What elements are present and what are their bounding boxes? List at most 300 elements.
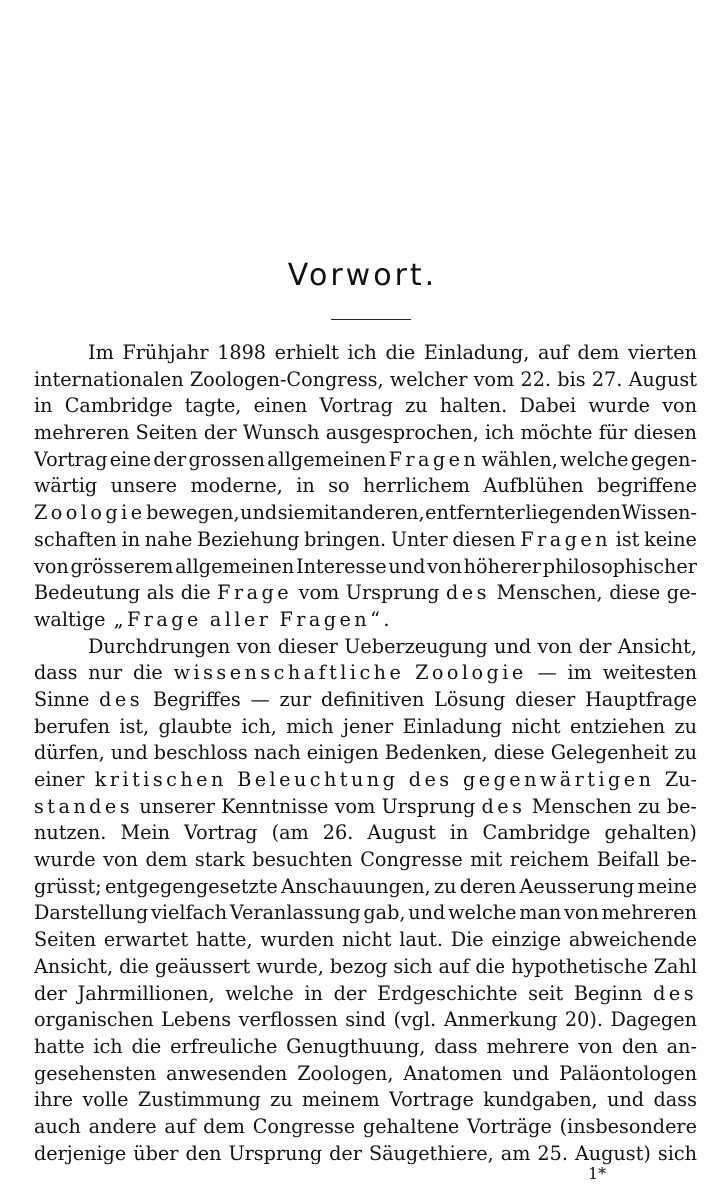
word: Darstellung <box>34 901 149 925</box>
word: vom <box>334 794 376 818</box>
text-line <box>34 927 697 954</box>
word: Im <box>88 341 114 364</box>
word: die <box>385 341 416 364</box>
word: dass <box>434 1034 478 1058</box>
word: mehreren <box>34 421 130 445</box>
word: be- <box>666 794 697 818</box>
word: nutzen. <box>34 821 107 845</box>
word: hatte, <box>195 928 253 952</box>
word: Einladung <box>402 714 502 738</box>
word: waltige <box>34 607 106 631</box>
word: moderne, <box>190 474 283 498</box>
word: Vortrag <box>319 394 393 418</box>
word: den <box>621 1034 658 1058</box>
word: Frühjahr <box>122 341 209 364</box>
word: Zu- <box>664 768 697 791</box>
word: man <box>519 901 562 925</box>
word: wurden <box>260 928 335 952</box>
word: mit <box>305 501 338 525</box>
word: grösserem <box>70 554 174 578</box>
word: von <box>103 848 138 872</box>
word: auch <box>34 1114 81 1138</box>
body-text <box>34 340 697 1167</box>
word: Aufblühen <box>483 474 584 498</box>
word: Durchdrungen <box>88 634 231 658</box>
word: Lösung <box>434 687 506 711</box>
word: keine <box>644 527 697 551</box>
word: „Frage <box>113 607 202 631</box>
word: Seiten <box>135 421 198 445</box>
word: meine <box>637 874 697 898</box>
word: ich, <box>241 714 277 738</box>
word: Bedenken, <box>384 741 488 765</box>
text-line <box>34 580 697 607</box>
word: halten. <box>439 394 508 418</box>
word: eine <box>109 447 151 471</box>
word: 26. <box>322 821 354 845</box>
word: die <box>475 954 506 978</box>
word: unsere <box>110 474 178 498</box>
word: gesehensten <box>34 1061 157 1085</box>
paragraph-1 <box>34 340 697 634</box>
word: so <box>328 474 350 498</box>
word: derjenige <box>34 1141 127 1165</box>
word: welche <box>225 981 294 1005</box>
word: Hauptfrage <box>585 687 697 711</box>
word: zu <box>674 714 697 738</box>
word: dieser <box>277 634 338 658</box>
word: als <box>146 581 175 605</box>
word: deren <box>459 874 517 898</box>
word: schaften <box>34 527 117 551</box>
word: Genugthuung, <box>286 1034 426 1058</box>
word: erhielt <box>274 341 339 364</box>
word: verflossen <box>238 1008 338 1032</box>
text-line <box>34 1087 697 1114</box>
word: der <box>203 421 237 445</box>
word: — <box>250 687 270 711</box>
word: nur <box>88 661 123 685</box>
word: Erdgeschichte <box>377 981 518 1005</box>
text-line <box>34 1007 697 1034</box>
word: volle <box>82 1088 129 1112</box>
word: Einladung, <box>423 341 530 364</box>
word: und <box>408 901 446 925</box>
word: dem <box>577 341 620 364</box>
word: Mein <box>120 821 170 845</box>
word: Zoologen-Congress, <box>189 367 384 391</box>
word: 25. <box>537 1141 568 1165</box>
word: gegenwärtigen <box>462 768 655 791</box>
word: vom <box>473 367 515 391</box>
word: ich <box>485 421 515 445</box>
word: anwesenden <box>166 1061 288 1085</box>
word: des <box>653 981 697 1005</box>
word: über <box>133 1141 179 1165</box>
word: Ueberzeugung <box>344 634 488 658</box>
word: ich <box>347 341 377 364</box>
word: vom <box>298 581 340 605</box>
word: des <box>446 581 490 605</box>
word: Bedeutung <box>34 581 141 605</box>
word: welche <box>448 901 517 925</box>
word: und <box>494 634 532 658</box>
word: dürfen, <box>34 741 105 765</box>
word: zur <box>279 687 312 711</box>
word: in <box>296 474 315 498</box>
word: Ansicht, <box>617 634 697 658</box>
word: tagte, <box>184 394 242 418</box>
text-line <box>34 847 697 874</box>
word: geäussert <box>154 954 251 978</box>
signature-mark: 1* <box>588 1164 607 1183</box>
word: dass <box>34 661 78 685</box>
text-line <box>34 714 697 741</box>
word: Fragen“. <box>279 607 393 631</box>
word: höherer <box>463 554 541 578</box>
word: und <box>512 1061 550 1085</box>
word: von <box>578 1034 613 1058</box>
word: die <box>133 661 163 685</box>
word: jener <box>343 714 394 738</box>
word: aller <box>209 607 272 631</box>
word: auf <box>164 1114 196 1138</box>
word: Wunsch <box>242 421 320 445</box>
word: dass <box>653 1088 697 1112</box>
text-line <box>34 554 697 581</box>
word: besuchten <box>252 848 353 872</box>
word: ge- <box>666 581 697 605</box>
word: die <box>131 1034 162 1058</box>
word: allgemeinen <box>175 554 295 578</box>
word: Aeusserung <box>519 874 635 898</box>
word: welche <box>560 447 629 471</box>
word: mehrere <box>486 1034 570 1058</box>
word: der <box>578 634 612 658</box>
word: gab, <box>363 901 406 925</box>
word: Ursprung <box>345 581 440 605</box>
word: (insbesondere <box>559 1114 697 1138</box>
word: nicht <box>511 714 561 738</box>
word: Zustimmung <box>137 1088 261 1112</box>
word: kundgaben, <box>483 1088 598 1112</box>
word: von <box>236 634 272 658</box>
word: be- <box>666 848 697 872</box>
word: August <box>628 367 697 391</box>
word: Dabei <box>519 394 577 418</box>
word: und <box>607 1088 645 1112</box>
word: auf <box>438 954 470 978</box>
word: seit <box>528 981 564 1005</box>
text-line <box>34 794 697 821</box>
word: beschloss <box>153 741 248 765</box>
word: Zoologen, <box>297 1061 394 1085</box>
text-line <box>34 340 697 367</box>
word: für <box>598 421 628 445</box>
word: Ursprung <box>228 1141 323 1165</box>
text-line <box>34 900 697 927</box>
word: mit <box>470 848 503 872</box>
text-line <box>34 393 697 420</box>
word: philosophischer <box>542 554 697 578</box>
word: weitesten <box>602 661 697 685</box>
word: vielfach <box>150 901 228 925</box>
word: (vgl. <box>393 1008 437 1032</box>
word: Vortrag <box>34 447 108 471</box>
word: von <box>537 634 573 658</box>
word: erfreuliche <box>170 1034 278 1058</box>
word: diese <box>493 741 545 765</box>
word: von <box>34 554 69 578</box>
text-line <box>34 447 697 474</box>
word: des <box>99 687 144 711</box>
text-line <box>34 420 697 447</box>
word: Cambridge <box>64 394 173 418</box>
word: Dagegen <box>610 1008 697 1032</box>
word: liegenden <box>525 501 621 525</box>
word: dieser <box>515 687 576 711</box>
word: sie <box>277 501 306 525</box>
text-line <box>34 1034 697 1061</box>
word: mehreren <box>601 901 697 925</box>
word: zu <box>270 1088 293 1112</box>
word: Cambridge <box>482 821 591 845</box>
word: herrlichem <box>363 474 470 498</box>
word: ausgesprochen, <box>325 421 479 445</box>
word: meinem <box>302 1088 380 1112</box>
word: Interesse <box>295 554 387 578</box>
word: kritischen <box>94 768 227 791</box>
text-line <box>34 527 697 554</box>
title-rule <box>331 319 411 320</box>
word: diese <box>609 581 661 605</box>
word: Seiten <box>34 928 97 952</box>
word: Kenntnisse <box>221 794 329 818</box>
text-line <box>34 634 697 661</box>
text-line <box>34 874 697 901</box>
word: reichem <box>509 848 590 872</box>
word: Wissen- <box>621 501 697 525</box>
text-line <box>34 740 697 767</box>
word: Beginn <box>573 981 643 1005</box>
word: einen <box>253 394 308 418</box>
text-line <box>34 981 697 1008</box>
word: und <box>388 554 426 578</box>
word: 20). <box>564 1008 603 1032</box>
word: des <box>481 794 526 818</box>
word: dem <box>203 1114 245 1138</box>
word: sind <box>345 1008 386 1032</box>
word: Zoologie <box>415 661 527 685</box>
word: vierten <box>628 341 697 364</box>
word: zu <box>638 794 661 818</box>
word: wärtig <box>34 474 98 498</box>
word: Lebens <box>161 1008 232 1032</box>
word: am <box>500 1141 531 1165</box>
word: einigen <box>306 741 379 765</box>
word: glaubte <box>158 714 233 738</box>
word: standes <box>34 794 134 818</box>
page-title: Vorwort. <box>287 258 438 293</box>
word: berufen <box>34 714 110 738</box>
word: zu <box>405 394 428 418</box>
word: Congresse <box>360 848 463 872</box>
word: Beziehung <box>197 527 300 551</box>
text-line <box>34 954 697 981</box>
word: Unter <box>390 527 448 551</box>
text-line <box>34 767 697 794</box>
word: abweichende <box>568 928 697 952</box>
word: die <box>180 581 211 605</box>
word: anderen, <box>338 501 425 525</box>
word: der <box>153 447 187 471</box>
word: Veranlassung <box>229 901 361 925</box>
word: möchte <box>520 421 593 445</box>
word: entgegengesetzte <box>104 874 278 898</box>
word: grossen <box>188 447 265 471</box>
word: von <box>427 554 462 578</box>
word: sich <box>393 954 433 978</box>
word: — <box>537 661 557 685</box>
word: von <box>564 901 599 925</box>
word: Jahrmillionen, <box>77 981 215 1005</box>
word: mich <box>286 714 334 738</box>
word: Gelegenheit <box>550 741 669 765</box>
word: entziehen <box>570 714 666 738</box>
word: in <box>34 394 53 418</box>
word: bezog <box>329 954 388 978</box>
word: Menschen <box>531 794 632 818</box>
word: Säugethiere, <box>368 1141 494 1165</box>
word: Begriffes <box>152 687 241 711</box>
word: Fragen <box>520 527 611 551</box>
text-line <box>34 687 697 714</box>
word: den <box>185 1141 222 1165</box>
word: ihre <box>34 1088 74 1112</box>
word: 22. <box>520 367 552 391</box>
word: Die <box>450 928 484 952</box>
word: hypothetische <box>511 954 648 978</box>
word: nicht <box>342 928 392 952</box>
word: Fragen <box>388 447 480 471</box>
word: einzige <box>491 928 562 952</box>
word: August <box>367 821 436 845</box>
text-line <box>34 473 697 500</box>
word: Zoologie <box>34 501 146 525</box>
word: im <box>567 661 592 685</box>
word: Anmerkung <box>443 1008 558 1032</box>
word: nahe <box>144 527 193 551</box>
word: internationalen <box>34 367 184 391</box>
text-line <box>34 660 697 687</box>
word: an- <box>666 1034 697 1058</box>
word: gehaltene <box>362 1114 460 1138</box>
word: gehalten) <box>604 821 697 845</box>
word: Paläontologen <box>559 1061 697 1085</box>
paragraph-2 <box>34 634 697 1168</box>
word: Beleuchtung <box>237 768 399 791</box>
word: wissenschaftliche <box>173 661 405 685</box>
text-line <box>34 607 697 634</box>
word: gegen- <box>630 447 697 471</box>
word: 27. <box>591 367 623 391</box>
text-line <box>34 1061 697 1088</box>
word: Frage <box>217 581 293 605</box>
word: ist, <box>119 714 150 738</box>
word: von <box>662 394 697 418</box>
word: die <box>119 954 149 978</box>
word: Beifall <box>596 848 660 872</box>
word: wurde <box>34 848 96 872</box>
word: bewegen, <box>146 501 240 525</box>
word: Congresse <box>252 1114 356 1138</box>
text-line <box>34 1114 697 1141</box>
word: wählen, <box>481 447 558 471</box>
word: bis <box>557 367 586 391</box>
word: Zahl <box>653 954 697 978</box>
word: grüsst; <box>34 874 102 898</box>
word: Menschen, <box>496 581 603 605</box>
word: in <box>121 527 141 551</box>
word: der <box>329 1141 362 1165</box>
word: in <box>449 821 469 845</box>
word: Ansicht, <box>34 954 114 978</box>
word: diesen <box>633 421 697 445</box>
word: in <box>304 981 323 1005</box>
word: allgemeinen <box>267 447 387 471</box>
word: und <box>240 501 278 525</box>
word: Anschauungen, <box>280 874 431 898</box>
word: auf <box>537 341 569 364</box>
word: andere <box>88 1114 157 1138</box>
word: zu <box>434 874 457 898</box>
word: dem <box>145 848 188 872</box>
word: Vortrage <box>389 1088 474 1112</box>
word: hatte <box>34 1034 85 1058</box>
word: und <box>110 741 148 765</box>
word: (am <box>271 821 309 845</box>
word: ist <box>615 527 640 551</box>
word: laut. <box>399 928 443 952</box>
text-line <box>34 820 697 847</box>
word: Anatomen <box>403 1061 503 1085</box>
word: diesen <box>452 527 516 551</box>
word: definitiven <box>321 687 425 711</box>
word: ich <box>93 1034 123 1058</box>
word: sich <box>657 1141 697 1165</box>
word: erwartet <box>103 928 189 952</box>
word: nach <box>253 741 301 765</box>
word: stark <box>194 848 245 872</box>
word: der <box>34 981 67 1005</box>
word: wurde <box>588 394 650 418</box>
word: des <box>408 768 453 791</box>
word: bringen. <box>304 527 387 551</box>
word: Ursprung <box>381 794 476 818</box>
word: welcher <box>389 367 468 391</box>
word: begriffene <box>597 474 697 498</box>
word: August) <box>574 1141 651 1165</box>
word: unserer <box>139 794 215 818</box>
text-line <box>34 500 697 527</box>
word: entfernter <box>425 501 525 525</box>
word: organischen <box>34 1008 154 1032</box>
word: Vortrag <box>184 821 258 845</box>
word: der <box>333 981 367 1005</box>
word: wurde, <box>256 954 324 978</box>
word: 1898 <box>217 341 267 364</box>
word: zu <box>674 741 697 765</box>
